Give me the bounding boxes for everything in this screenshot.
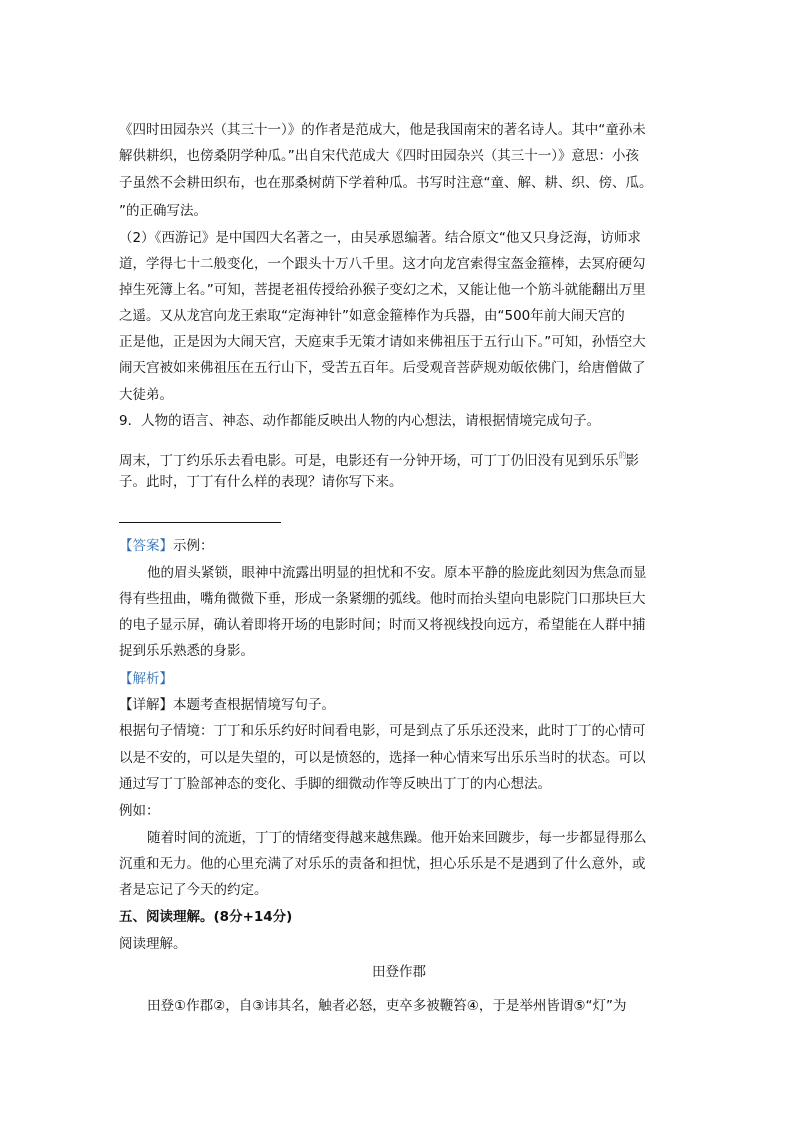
answer-text: 捉到乐乐熟悉的身影。	[119, 643, 254, 659]
section-instruction: 阅读理解。	[119, 936, 187, 952]
text-line: 《四时田园杂兴（其三十一）》的作者是范成大，他是我国南宋的著名诗人。其中“童孙未	[119, 122, 646, 138]
detail-line	[119, 695, 679, 715]
text-line: 闹天宫被如来佛祖压在五行山下，受苦五百年。后受观音菩萨规劝皈依佛门，给唐僧做了	[119, 360, 646, 376]
question-9-prompt: 子。此时，丁丁有什么样的表现？请你写下来。	[119, 474, 403, 490]
text-line: 解供耕织，也傍桑阴学种瓜。”出自宋代范成大《四时田园杂兴（其三十一）》意思：小孩	[119, 148, 639, 164]
text-line: 子虽然不会耕田织布，也在那桑树荫下学着种瓜。书写时注意“童、解、耕、织、傍、瓜。	[119, 175, 653, 191]
annotation-mark: 的	[618, 451, 626, 460]
text-line: 正是他，正是因为大闹天宫，天庭束手无策才请如来佛祖压于五行山下。”可知，孙悟空大	[119, 334, 646, 350]
section-heading: 五、阅读理解。(8分+14分)	[119, 909, 293, 925]
text-line: 掉生死簿上名。”可知，菩提老祖传授给孙猴子变幻之术，又能让他一个筋斗就能翻出万里	[119, 282, 646, 298]
text-line: ”的正确写法。	[119, 203, 207, 219]
example-label: 例如：	[119, 803, 160, 819]
answer-lead: 示例：	[173, 538, 214, 554]
analysis-text: 根据句子情境：丁丁和乐乐约好时间看电影，可是到点了乐乐还没来，此时丁丁的心情可	[119, 723, 646, 739]
passage-text: 田登①作郡②，自③讳其名，触者必怒，吏卒多被鞭笞④，于是举州皆谓⑤“灯”为	[147, 998, 627, 1014]
passage-title: 田登作郡	[372, 964, 426, 980]
analysis-text: 通过写丁丁脸部神态的变化、手脚的细微动作等反映出丁丁的内心想法。	[119, 776, 551, 792]
text-line: 大徒弟。	[119, 387, 173, 403]
detail-text: 本题考查根据情境写句子。	[173, 697, 335, 713]
example-text: 随着时间的流逝，丁丁的情绪变得越来越焦躁。他开始来回踱步，每一步都显得那么	[147, 830, 647, 846]
answer-text: 得有些扭曲，嘴角微微下垂，形成一条紧绷的弧线。他时而抬头望向电影院门口那块巨大	[119, 591, 646, 607]
text-line: （2）《西游记》是中国四大名著之一，由吴承恩编著。结合原文“他又只身泛海，访师求	[119, 230, 641, 246]
example-text: 者是忘记了今天的约定。	[119, 882, 268, 898]
analysis-text: 以是不安的，可以是失望的，可以是愤怒的，选择一种心情来写出乐乐当时的状态。可以	[119, 750, 646, 766]
analysis-label: 【解析】	[119, 671, 173, 687]
text-line: 之遥。又从龙宫向龙王索取“定海神针”如意金箍棒作为兵器，由“500年前大闹天宫的	[119, 308, 625, 324]
text-line: 道，学得七十二般变化，一个跟头十万八千里。这才向龙宫索得宝盔金箍棒，去冥府硬勾	[119, 256, 646, 272]
answer-line	[119, 522, 281, 523]
question-9-prompt	[119, 446, 679, 471]
question-9-title: 9．人物的语言、神态、动作都能反映出人物的内心想法，请根据情境完成句子。	[119, 413, 601, 429]
example-text: 沉重和无力。他的心里充满了对乐乐的责备和担忧，担心乐乐是不是遇到了什么意外，或	[119, 856, 646, 872]
detail-label: 【详解】	[119, 697, 173, 713]
text-span: 周末，丁丁约乐乐去看电影。可是，电影还有一分钟开场，可丁丁仍旧没有见到乐乐	[119, 453, 619, 469]
answer-label: 【答案】	[119, 538, 173, 554]
answer-text: 他的眉头紧锁，眼神中流露出明显的担忧和不安。原本平静的脸庞此刻因为焦急而显	[147, 565, 647, 581]
text-span: 影	[625, 453, 639, 469]
answer-header	[119, 536, 679, 556]
answer-text: 的电子显示屏，确认着即将开场的电影时间；时而又将视线投向远方，希望能在人群中捕	[119, 617, 646, 633]
